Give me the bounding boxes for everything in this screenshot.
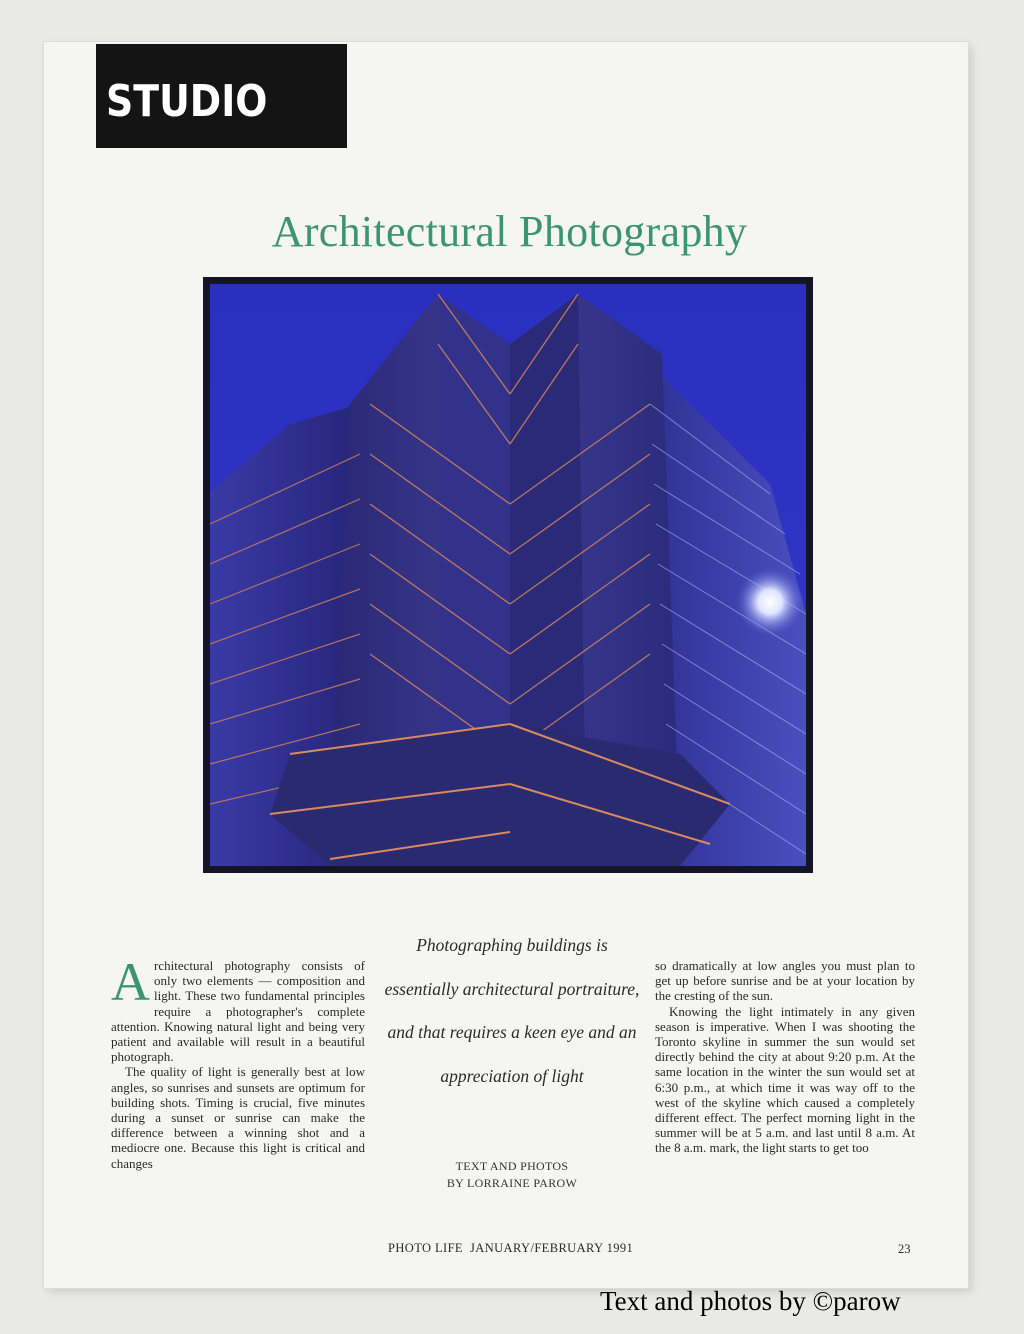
paragraph: rchitectural photography consists of only two elements — composition and light. These two fundamental principles require a photographer's complete attention. Knowing natural light and being very patient and available will result in a beautiful photograph. — [111, 958, 365, 1065]
section-tag — [96, 44, 347, 148]
paragraph: The quality of light is generally best at low angles, so sunrises and sunsets are optimum for building shots. Timing is crucial, five minutes during a sunset or sunrise can make the difference between a winning shot and a mediocre one. Because this light is critical and changes — [111, 1064, 365, 1171]
paragraph: Knowing the light intimately in any given season is imperative. When I was shooting the Toronto skyline in summer the sun would set directly behind the city at about 9:20 p.m. At the same location in the winter the sun would set at 6:30 p.m., at which time it was way off to the west of the skyline which caused a completely different effect. The perfect morning light in the summer will be at 5 a.m. and last until 8 a.m. At the 8 a.m. mark, the light starts to get too — [655, 1003, 915, 1156]
glass-office-tower-photo — [210, 284, 806, 866]
byline — [382, 1158, 642, 1192]
article-column-right — [655, 958, 915, 1156]
article-column-left — [111, 952, 365, 1171]
byline-line-1: TEXT AND PHOTOS — [455, 1159, 569, 1173]
pull-quote: Photographing buildings is essentially architectural portraiture, and that requires a keen eye and an appreciation of light — [384, 935, 640, 1086]
byline-line-2: BY LORRAINE PAROW — [446, 1176, 578, 1190]
drop-cap: A — [111, 952, 150, 1012]
paragraph: so dramatically at low angles you must plan to get up before sunrise and be at your location by the cresting of the sun. — [655, 958, 915, 1004]
sun-flare — [736, 568, 804, 636]
section-label: STUDIO — [106, 76, 268, 127]
photo-credit: Text and photos by ©parow — [600, 1286, 901, 1316]
page-footer: PHOTO LIFE JANUARY/FEBRUARY 1991 — [388, 1241, 634, 1255]
article-photo — [203, 277, 813, 873]
page-number: 23 — [898, 1242, 911, 1256]
article-title: Architectural Photography — [271, 207, 748, 256]
